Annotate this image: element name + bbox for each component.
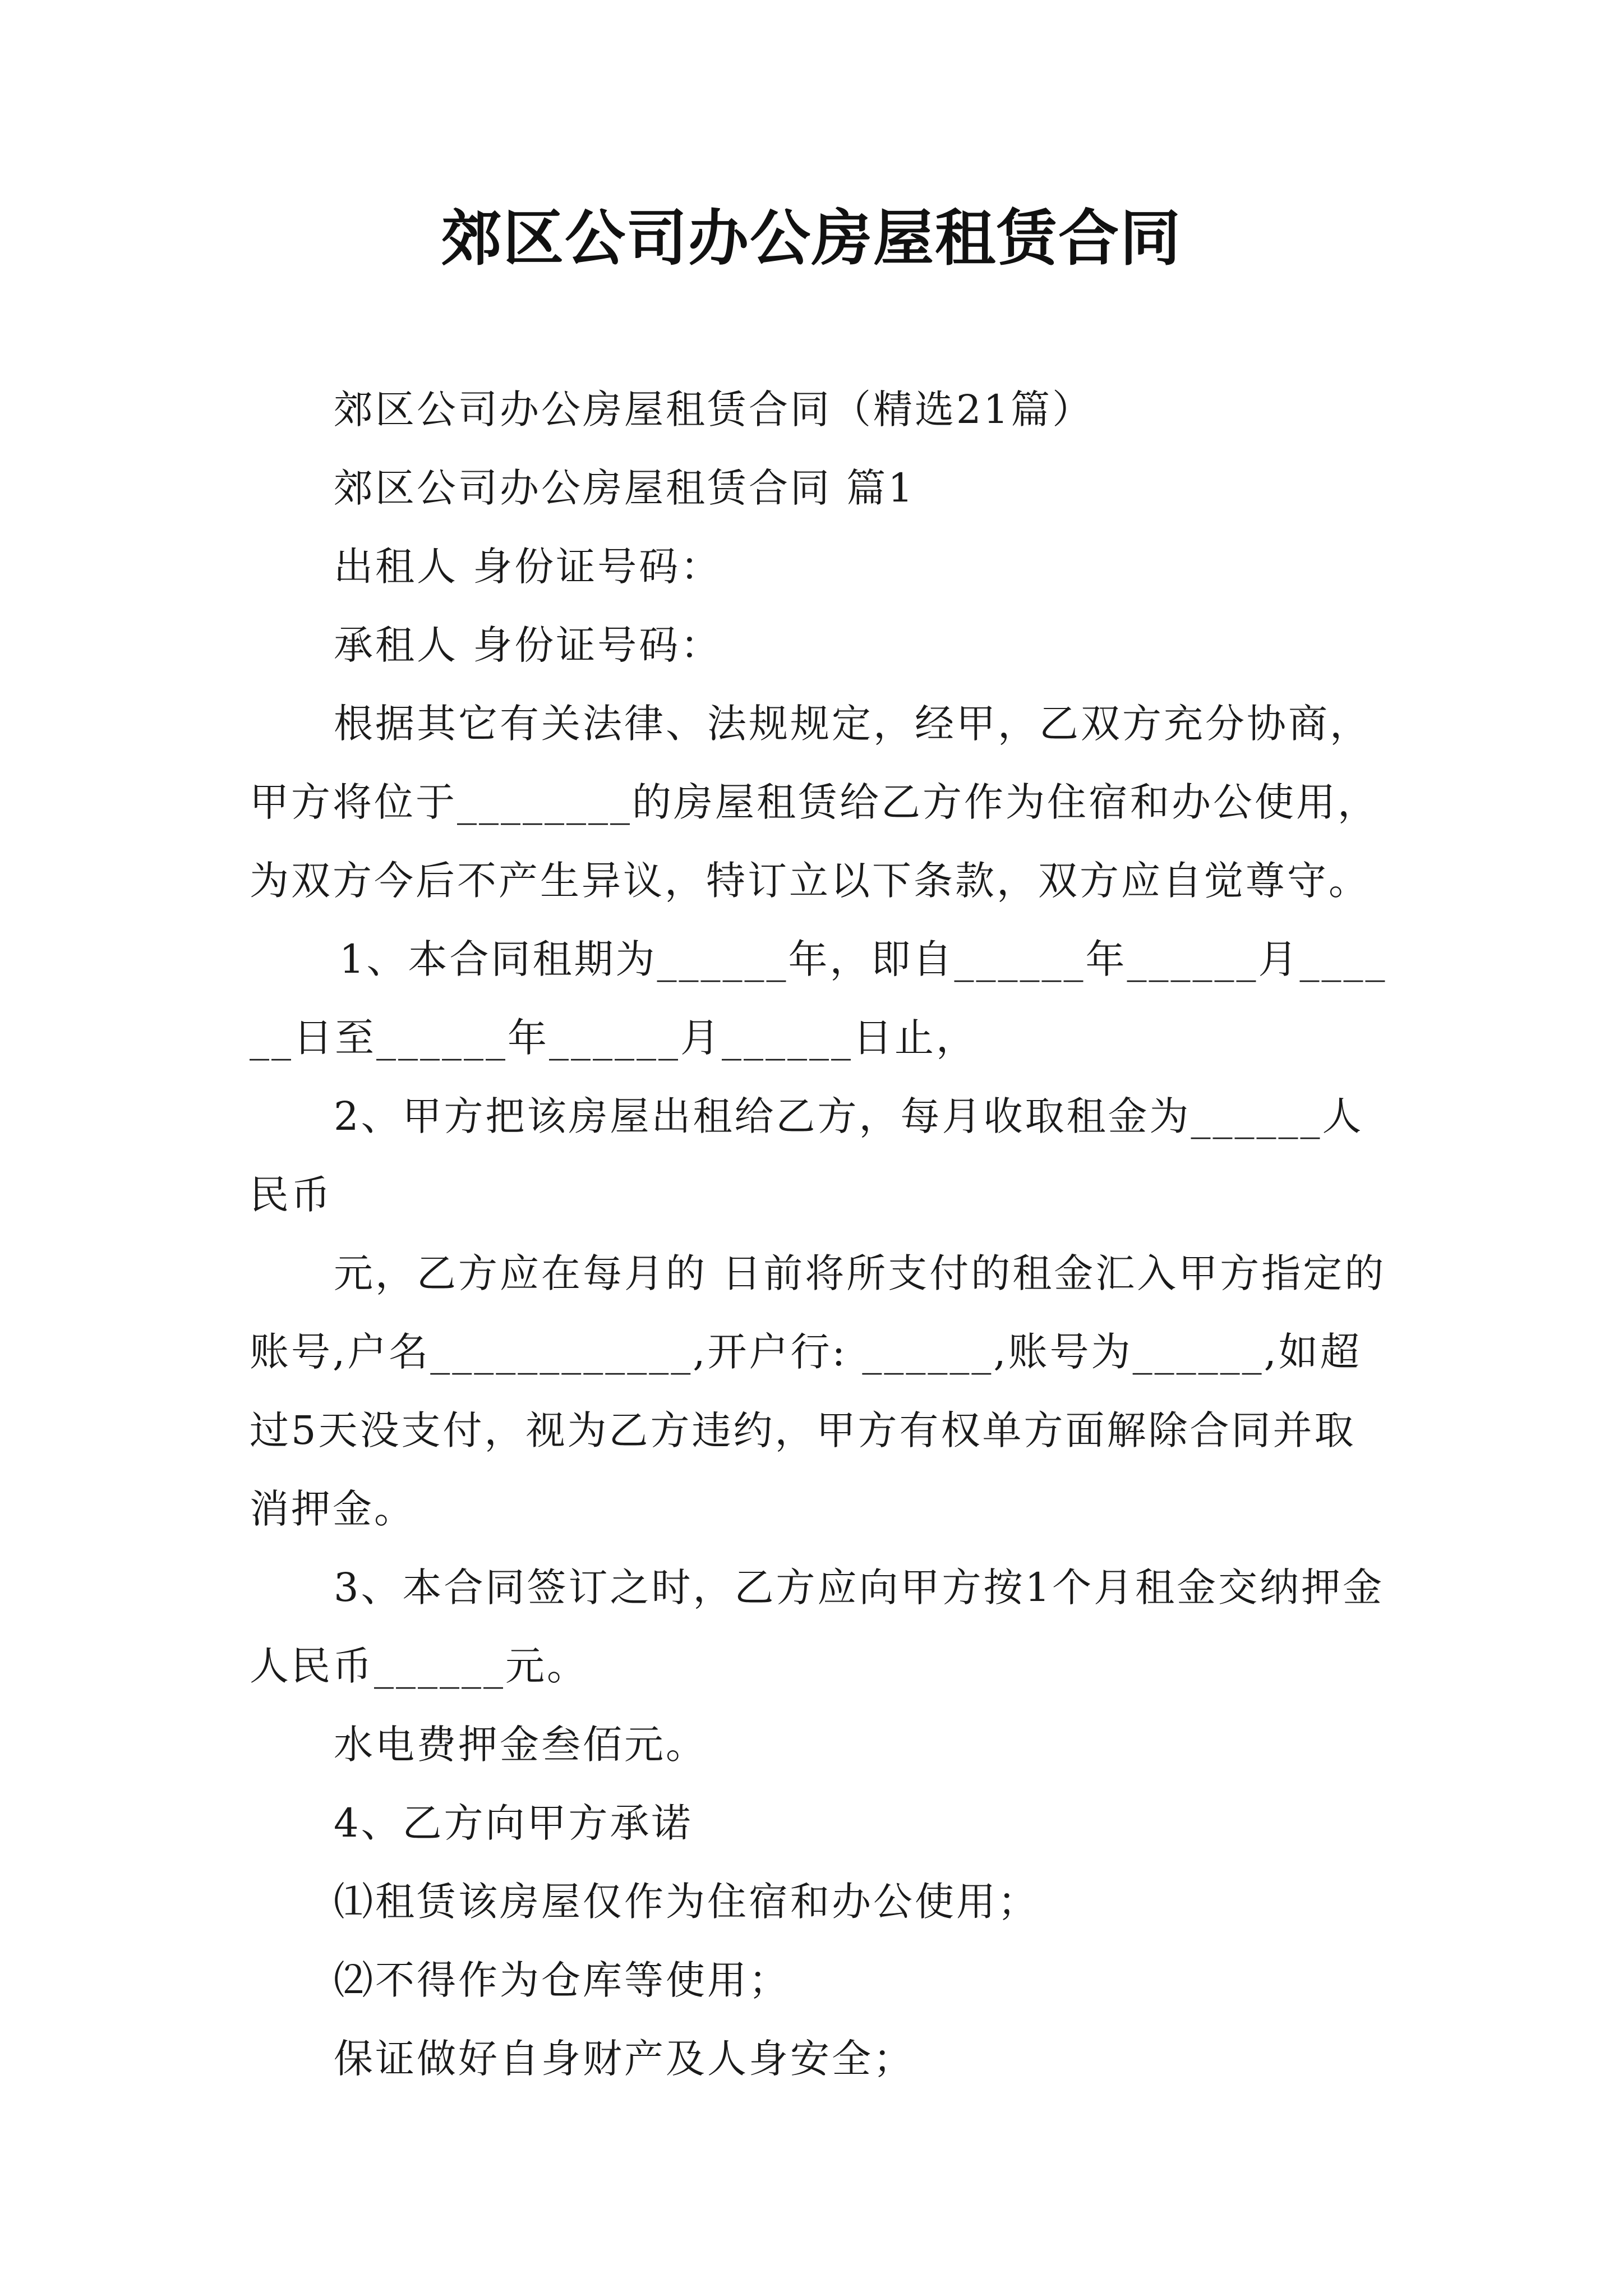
- paragraph-lessee: 承租人 身份证号码：: [334, 622, 722, 668]
- paragraph-promise-2: ⑵不得作为仓库等使用；: [334, 1957, 790, 2003]
- paragraph-clause-3: 3、本合同签订之时，乙方应向甲方按1个月租金交纳押金人民币______元。: [250, 1565, 1385, 1689]
- paragraph-subtitle: 郊区公司办公房屋租赁合同（精选21篇）: [334, 386, 1094, 432]
- document-body: [250, 370, 1388, 2098]
- document-title: 郊区公司办公房屋租赁合同: [441, 203, 1182, 274]
- paragraph-lessor: 出租人 身份证号码：: [334, 544, 722, 590]
- paragraph-section-heading: 郊区公司办公房屋租赁合同 篇1: [334, 465, 915, 511]
- paragraph-clause-4: 4、乙方向甲方承诺: [334, 1800, 693, 1846]
- paragraph-payment-terms: 元，乙方应在每月的 日前将所支付的租金汇入甲方指定的账号,户名____________,开户行: ______,账号为______,如超过5天没支付，视为乙方违约，甲方有权单方面解除合同并取消押金。: [250, 1250, 1386, 1532]
- paragraph-clause-1: 1、本合同租期为______年，即自______年______月______日至______年______月______日止，: [250, 936, 1387, 1061]
- paragraph-utility-deposit: 水电费押金叁佰元。: [334, 1722, 707, 1768]
- paragraph-preamble: 根据其它有关法律、法规规定，经甲，乙双方充分协商，甲方将位于________的房屋租赁给乙方作为住宿和办公使用，为双方今后不产生异议，特订立以下条款，双方应自觉尊守。: [250, 701, 1379, 904]
- paragraph-safety: 保证做好自身财产及人身安全；: [334, 2036, 915, 2082]
- paragraph-clause-2: 2、甲方把该房屋出租给乙方，每月收取租金为______人民币: [250, 1093, 1364, 1218]
- paragraph-promise-1: ⑴租赁该房屋仅作为住宿和办公使用；: [334, 1879, 1039, 1925]
